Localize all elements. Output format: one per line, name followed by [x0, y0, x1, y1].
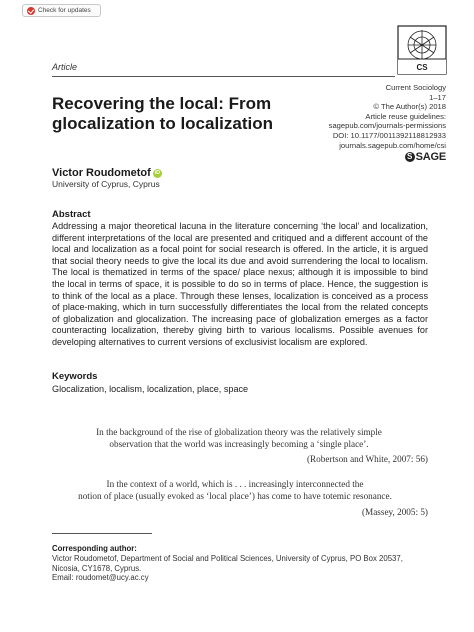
journal-logo — [397, 25, 447, 75]
journal-link[interactable]: journals.sagepub.com/home/csi — [339, 140, 446, 150]
title-line-1: Recovering the local: From — [52, 94, 272, 113]
corresponding-email[interactable]: Email: roudomet@ucy.ac.cy — [52, 573, 149, 583]
header-rule — [52, 76, 395, 77]
corresponding-address-line: Nicosia, CY1678, Cyprus. — [52, 563, 142, 573]
journal-meta — [329, 83, 446, 163]
footnote-rule — [52, 533, 152, 534]
corresponding-author-details — [52, 554, 432, 583]
article-type-label: Article — [52, 62, 78, 72]
corresponding-author-heading: Corresponding author: — [52, 544, 137, 553]
corresponding-address-line: Victor Roudometof, Department of Social and Political Sciences, University of Cyprus, PO Box 20537, — [52, 554, 403, 563]
epigraph-quote — [80, 427, 398, 450]
title-line-2: glocalization to localization — [52, 114, 274, 133]
author-name: Victor Roudometof — [52, 167, 151, 179]
epigraph-citation: (Robertson and White, 2007: 56) — [306, 454, 428, 464]
publisher-name: SAGE — [415, 151, 446, 164]
epigraph-line: notion of place (usually evoked as ‘local place’) has come to have totemic resonance. — [78, 490, 392, 501]
author — [52, 167, 162, 179]
reuse-link[interactable]: sagepub.com/journals-permissions — [328, 121, 446, 131]
copyright: © The Author(s) 2018 — [373, 102, 446, 112]
abstract-heading: Abstract — [52, 209, 91, 220]
keywords-text: Glocalization, localism, localization, place, space — [52, 384, 249, 394]
doi[interactable]: DOI: 10.1177/0011392118812933 — [332, 130, 446, 140]
page-range: 1–17 — [429, 92, 446, 102]
check-for-updates-button[interactable] — [22, 4, 101, 17]
epigraph-quote — [60, 479, 410, 502]
epigraph-citation: (Massey, 2005: 5) — [361, 507, 428, 517]
sage-s-icon: S — [405, 152, 415, 162]
journal-logo-text: CS — [416, 63, 428, 72]
journal-name: Current Sociology — [385, 83, 446, 92]
keywords-heading: Keywords — [52, 371, 98, 382]
abstract-text: Addressing a major theoretical lacuna in the literature concerning ‘the local’ and localization, different interpretations of the local are presented and critiqued and a different account of the local and localization as a focal point for social research is offered. In the article, it is argued that social theory needs to give the local its due and avoid surrendering the local to localism. The local is thematized in terms of the space/ place nexus; although it is impossible to bind the local in terms of space, it is possible to do so in terms of place. Hence, the suggestion is to think of the local as a place. Through these lenses, localization is conceived as a process of place-making, which in turn successfully differentiates the local from the related concepts of globalization and glocalization. The increasing pace of globalization emerges as a factor counteracting localization, thereby giving birth to various localisms. Possible avenues for developing alternatives to current versions of exclusivist localism are explored. — [52, 221, 428, 347]
epigraph-line: In the context of a world, which is . . . increasingly interconnected the — [106, 479, 364, 489]
epigraph-line: In the background of the rise of globalization theory was the relatively simple — [96, 427, 382, 437]
article-title — [52, 94, 302, 134]
reuse-label: Article reuse guidelines: — [365, 111, 446, 121]
check-for-updates-label: Check for updates — [38, 7, 91, 14]
publisher-logo — [329, 151, 446, 163]
orcid-icon[interactable]: iD — [154, 169, 161, 176]
epigraph-line: observation that the world was increasingly becoming a ‘single place’. — [109, 438, 369, 449]
author-affiliation: University of Cyprus, Cyprus — [52, 179, 160, 189]
check-updates-icon — [27, 7, 35, 15]
